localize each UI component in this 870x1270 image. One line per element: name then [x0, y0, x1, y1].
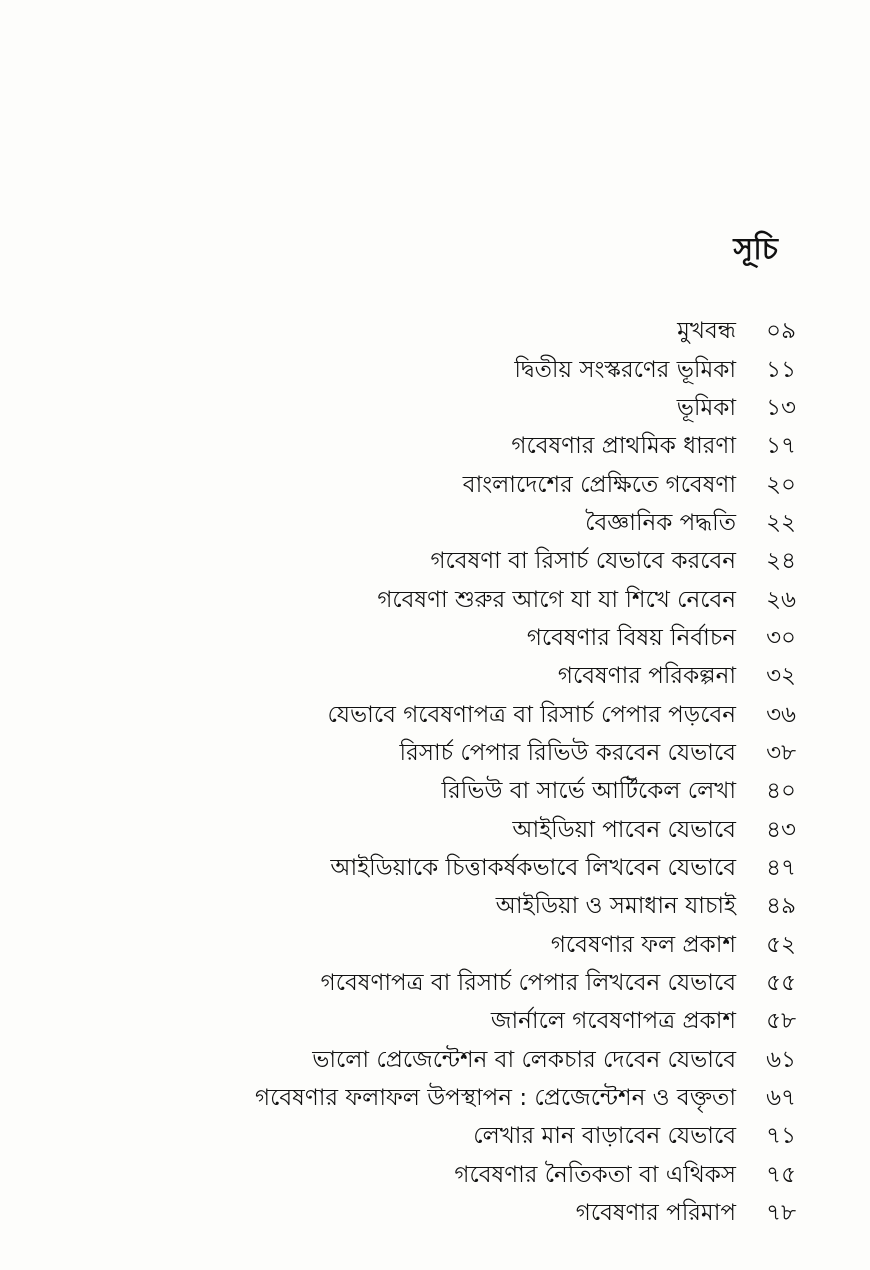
- toc-entry-title: রিভিউ বা সার্ভে আর্টিকেল লেখা: [441, 778, 736, 805]
- toc-entry-title: বাংলাদেশের প্রেক্ষিতে গবেষণা: [462, 471, 736, 498]
- toc-entry-page: ৪৩: [766, 816, 796, 843]
- toc-entry-page: ৪৯: [766, 893, 796, 920]
- toc-entry-page: ০৯: [766, 318, 796, 345]
- toc-entry: [76, 465, 796, 503]
- toc-entry-page: ৩৮: [766, 739, 796, 766]
- toc-entry: [76, 810, 796, 848]
- toc-entry-page: ১৩: [766, 394, 796, 421]
- toc-entry: [76, 1156, 796, 1194]
- toc-entry: [76, 1194, 796, 1232]
- toc-entry-page: ২৬: [766, 586, 796, 613]
- toc-entry-page: ১১: [766, 356, 796, 383]
- toc-entry-title: ভালো প্রেজেন্টেশন বা লেকচার দেবেন যেভাবে: [312, 1046, 736, 1073]
- toc-entry-title: গবেষণার নৈতিকতা বা এথিকস: [454, 1161, 736, 1188]
- toc-entry-title: আইডিয়া ও সমাধান যাচাই: [495, 893, 736, 920]
- toc-entry-title: গবেষণার বিষয় নির্বাচন: [526, 624, 736, 651]
- toc-entry: [76, 504, 796, 542]
- toc-entry-page: ৩৬: [766, 701, 796, 728]
- toc-entry-title: রিসার্চ পেপার রিভিউ করবেন যেভাবে: [399, 739, 736, 766]
- toc-entry-title: আইডিয়াকে চিত্তাকর্ষকভাবে লিখবেন যেভাবে: [330, 854, 736, 881]
- toc-entry-page: ২০: [766, 471, 796, 498]
- toc-entry-title: যেভাবে গবেষণাপত্র বা রিসার্চ পেপার পড়বেন: [327, 701, 736, 728]
- toc-entry-title: আইডিয়া পাবেন যেভাবে: [512, 816, 736, 843]
- toc-entry: [76, 657, 796, 695]
- toc-entry-page: ৩০: [766, 624, 796, 651]
- toc-entry: [76, 389, 796, 427]
- toc-entry: [76, 1002, 796, 1040]
- toc-entry: [76, 427, 796, 465]
- toc-entry-title: গবেষণার পরিকল্পনা: [557, 663, 736, 690]
- toc-entry-title: ভূমিকা: [676, 394, 736, 421]
- toc-entry-page: ৬৭: [766, 1085, 796, 1112]
- toc-entry-page: ২২: [766, 509, 796, 536]
- toc-entry-page: ৭৮: [766, 1200, 796, 1227]
- toc-entry: [76, 580, 796, 618]
- toc-entry-page: ৫৮: [766, 1008, 796, 1035]
- toc-entry-title: গবেষণা বা রিসার্চ যেভাবে করবেন: [430, 548, 736, 575]
- toc-entry-title: জার্নালে গবেষণাপত্র প্রকাশ: [490, 1008, 736, 1035]
- toc-entry: [76, 926, 796, 964]
- toc-entry: [76, 1117, 796, 1155]
- toc-entry-title: গবেষণার ফলাফল উপস্থাপন : প্রেজেন্টেশন ও বক্তৃতা: [255, 1085, 736, 1112]
- toc-entry-page: ২৪: [766, 548, 796, 575]
- toc-entry-title: গবেষণা শুরুর আগে যা যা শিখে নেবেন: [377, 586, 736, 613]
- toc-entry-page: ৪০: [766, 778, 796, 805]
- toc-entry-title: দ্বিতীয় সংস্করণের ভূমিকা: [514, 356, 736, 383]
- toc-entry: [76, 887, 796, 925]
- toc-entry-page: ৬১: [766, 1046, 796, 1073]
- toc-entry: [76, 734, 796, 772]
- toc-entry: [76, 695, 796, 733]
- toc-entry-page: ৭৫: [766, 1161, 796, 1188]
- toc-entry-title: মুখবন্ধ: [677, 318, 736, 345]
- toc-entry-page: ৭১: [766, 1123, 796, 1150]
- toc-entry: [76, 1041, 796, 1079]
- toc-entry-title: লেখার মান বাড়াবেন যেভাবে: [473, 1123, 736, 1150]
- toc-entry-page: ১৭: [766, 433, 796, 460]
- toc-heading: সূচি: [733, 232, 778, 267]
- toc-entry-page: ৫২: [766, 931, 796, 958]
- toc-entry: [76, 312, 796, 350]
- toc-entry: [76, 772, 796, 810]
- toc-entry: [76, 964, 796, 1002]
- toc-entry-title: গবেষণার পরিমাপ: [575, 1200, 736, 1227]
- toc-entry-title: বৈজ্ঞানিক পদ্ধতি: [585, 509, 736, 536]
- toc-entry: [76, 350, 796, 388]
- toc-entry-title: গবেষণার প্রাথমিক ধারণা: [511, 433, 736, 460]
- toc-entry-title: গবেষণাপত্র বা রিসার্চ পেপার লিখবেন যেভাবে: [320, 970, 736, 997]
- toc-entry-page: ৩২: [766, 663, 796, 690]
- toc-entry-page: ৪৭: [766, 854, 796, 881]
- toc-entry: [76, 849, 796, 887]
- toc-entry: [76, 542, 796, 580]
- toc-entry: [76, 619, 796, 657]
- toc-list: [76, 312, 796, 1232]
- toc-entry-title: গবেষণার ফল প্রকাশ: [550, 931, 736, 958]
- toc-entry: [76, 1079, 796, 1117]
- toc-entry-page: ৫৫: [766, 970, 796, 997]
